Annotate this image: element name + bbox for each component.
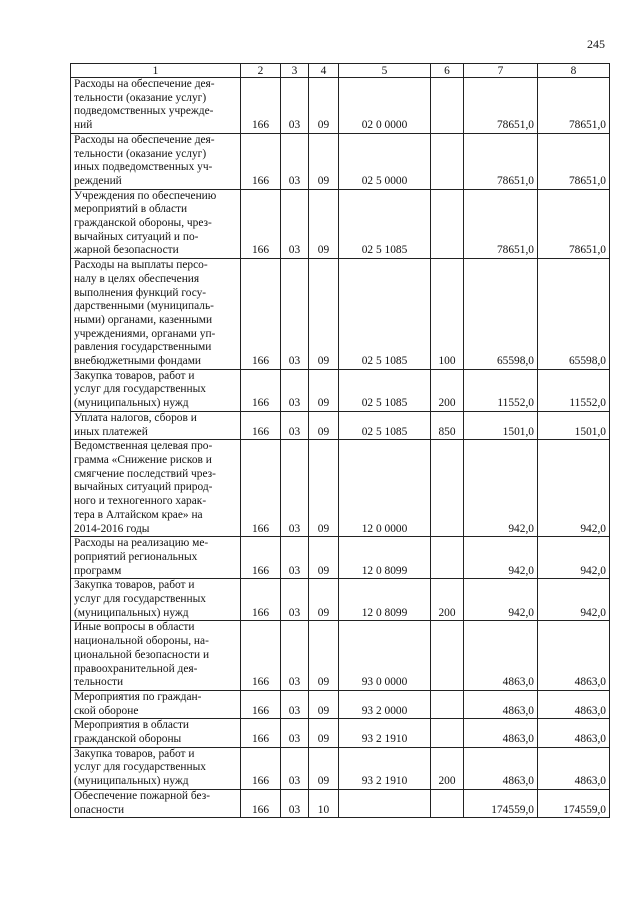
row-description: Расходы на обеспечение дея- тельности (оказание услуг) подведомственных учрежде- ний — [71, 78, 241, 134]
row-target-article: 93 0 0000 — [339, 621, 431, 691]
table-row — [71, 440, 610, 537]
row-amount-total: 1501,0 — [538, 411, 610, 439]
row-section: 03 — [281, 411, 309, 439]
row-section: 03 — [281, 259, 309, 370]
row-amount-total: 4863,0 — [538, 690, 610, 718]
row-subsection: 09 — [309, 690, 339, 718]
row-amount: 942,0 — [464, 440, 538, 537]
row-expense-type — [431, 78, 464, 134]
header-cell-8: 8 — [538, 64, 610, 78]
row-subsection: 10 — [309, 789, 339, 817]
row-admin-code: 166 — [241, 537, 281, 579]
table-row — [71, 789, 610, 817]
row-amount: 78651,0 — [464, 78, 538, 134]
row-target-article: 12 0 8099 — [339, 579, 431, 621]
table-row — [71, 747, 610, 789]
header-row — [71, 64, 610, 78]
row-admin-code: 166 — [241, 747, 281, 789]
row-target-article: 93 2 0000 — [339, 690, 431, 718]
table-row — [71, 537, 610, 579]
table-row — [71, 133, 610, 189]
row-amount-total: 4863,0 — [538, 719, 610, 747]
row-amount: 4863,0 — [464, 747, 538, 789]
header-cell-3: 3 — [281, 64, 309, 78]
row-description: Уплата налогов, сборов и иных платежей — [71, 411, 241, 439]
row-target-article: 12 0 0000 — [339, 440, 431, 537]
row-amount-total: 942,0 — [538, 440, 610, 537]
row-description: Учреждения по обеспечению мероприятий в области гражданской обороны, чрез- вычайных ситуаций и по- жарной безопасности — [71, 189, 241, 259]
row-amount: 942,0 — [464, 537, 538, 579]
table-body — [71, 78, 610, 818]
row-admin-code: 166 — [241, 789, 281, 817]
row-expense-type: 100 — [431, 259, 464, 370]
row-expense-type — [431, 719, 464, 747]
row-description: Обеспечение пожарной без- опасности — [71, 789, 241, 817]
row-expense-type: 200 — [431, 747, 464, 789]
row-subsection: 09 — [309, 579, 339, 621]
row-expense-type — [431, 789, 464, 817]
row-subsection: 09 — [309, 133, 339, 189]
row-amount: 65598,0 — [464, 259, 538, 370]
row-admin-code: 166 — [241, 690, 281, 718]
row-expense-type — [431, 621, 464, 691]
row-amount-total: 4863,0 — [538, 747, 610, 789]
table-row — [71, 411, 610, 439]
row-target-article: 93 2 1910 — [339, 719, 431, 747]
row-expense-type — [431, 440, 464, 537]
row-amount: 174559,0 — [464, 789, 538, 817]
row-description: Расходы на выплаты персо- налу в целях обеспечения выполнения функций госу- дарственными (муниципаль- ными) органами, казенными учреждениями, органами уп- равления государственными внебюджетными фондами — [71, 259, 241, 370]
row-expense-type: 850 — [431, 411, 464, 439]
row-section: 03 — [281, 789, 309, 817]
row-target-article: 02 0 0000 — [339, 78, 431, 134]
header-cell-6: 6 — [431, 64, 464, 78]
row-subsection: 09 — [309, 621, 339, 691]
row-section: 03 — [281, 690, 309, 718]
table-row — [71, 78, 610, 134]
table-row — [71, 719, 610, 747]
row-subsection: 09 — [309, 369, 339, 411]
row-description: Закупка товаров, работ и услуг для государственных (муниципальных) нужд — [71, 369, 241, 411]
row-section: 03 — [281, 78, 309, 134]
row-description: Мероприятия в области гражданской обороны — [71, 719, 241, 747]
table-row — [71, 690, 610, 718]
row-amount-total: 78651,0 — [538, 189, 610, 259]
row-expense-type — [431, 537, 464, 579]
row-description: Ведомственная целевая про- грамма «Снижение рисков и смягчение последствий чрез- вычайных ситуаций природ- ного и техногенного харак- тера в Алтайском крае» на 2014-2016 годы — [71, 440, 241, 537]
table-row — [71, 369, 610, 411]
table-row — [71, 189, 610, 259]
row-expense-type — [431, 189, 464, 259]
row-expense-type: 200 — [431, 369, 464, 411]
header-cell-4: 4 — [309, 64, 339, 78]
budget-table — [70, 63, 610, 818]
row-target-article: 02 5 1085 — [339, 189, 431, 259]
row-amount: 78651,0 — [464, 133, 538, 189]
row-subsection: 09 — [309, 411, 339, 439]
row-admin-code: 166 — [241, 189, 281, 259]
row-subsection: 09 — [309, 259, 339, 370]
row-target-article: 02 5 1085 — [339, 411, 431, 439]
row-admin-code: 166 — [241, 411, 281, 439]
row-target-article: 93 2 1910 — [339, 747, 431, 789]
row-section: 03 — [281, 579, 309, 621]
row-subsection: 09 — [309, 719, 339, 747]
row-amount-total: 942,0 — [538, 537, 610, 579]
row-amount: 78651,0 — [464, 189, 538, 259]
row-amount-total: 4863,0 — [538, 621, 610, 691]
row-amount-total: 942,0 — [538, 579, 610, 621]
row-target-article: 12 0 8099 — [339, 537, 431, 579]
row-section: 03 — [281, 440, 309, 537]
row-description: Закупка товаров, работ и услуг для государственных (муниципальных) нужд — [71, 579, 241, 621]
row-amount: 4863,0 — [464, 621, 538, 691]
row-amount-total: 78651,0 — [538, 78, 610, 134]
row-section: 03 — [281, 189, 309, 259]
row-section: 03 — [281, 621, 309, 691]
row-amount: 4863,0 — [464, 719, 538, 747]
row-admin-code: 166 — [241, 133, 281, 189]
page-number: 245 — [587, 37, 605, 51]
row-admin-code: 166 — [241, 369, 281, 411]
row-target-article — [339, 789, 431, 817]
row-amount-total: 78651,0 — [538, 133, 610, 189]
row-description: Мероприятия по граждан- ской обороне — [71, 690, 241, 718]
header-cell-7: 7 — [464, 64, 538, 78]
row-description: Закупка товаров, работ и услуг для государственных (муниципальных) нужд — [71, 747, 241, 789]
row-section: 03 — [281, 537, 309, 579]
header-cell-5: 5 — [339, 64, 431, 78]
row-section: 03 — [281, 369, 309, 411]
row-section: 03 — [281, 719, 309, 747]
table-row — [71, 579, 610, 621]
row-amount: 4863,0 — [464, 690, 538, 718]
row-subsection: 09 — [309, 78, 339, 134]
row-expense-type — [431, 133, 464, 189]
row-admin-code: 166 — [241, 579, 281, 621]
row-amount-total: 174559,0 — [538, 789, 610, 817]
row-target-article: 02 5 1085 — [339, 259, 431, 370]
header-cell-2: 2 — [241, 64, 281, 78]
row-admin-code: 166 — [241, 719, 281, 747]
row-admin-code: 166 — [241, 440, 281, 537]
table-row — [71, 259, 610, 370]
row-expense-type — [431, 690, 464, 718]
row-description: Расходы на реализацию ме- роприятий региональных программ — [71, 537, 241, 579]
row-admin-code: 166 — [241, 621, 281, 691]
row-subsection: 09 — [309, 189, 339, 259]
row-amount-total: 11552,0 — [538, 369, 610, 411]
row-section: 03 — [281, 133, 309, 189]
row-subsection: 09 — [309, 537, 339, 579]
row-admin-code: 166 — [241, 259, 281, 370]
row-subsection: 09 — [309, 747, 339, 789]
row-amount: 942,0 — [464, 579, 538, 621]
row-target-article: 02 5 1085 — [339, 369, 431, 411]
row-amount-total: 65598,0 — [538, 259, 610, 370]
row-section: 03 — [281, 747, 309, 789]
table-row — [71, 621, 610, 691]
row-amount: 1501,0 — [464, 411, 538, 439]
row-target-article: 02 5 0000 — [339, 133, 431, 189]
row-expense-type: 200 — [431, 579, 464, 621]
row-amount: 11552,0 — [464, 369, 538, 411]
row-subsection: 09 — [309, 440, 339, 537]
header-cell-1: 1 — [71, 64, 241, 78]
row-admin-code: 166 — [241, 78, 281, 134]
row-description: Расходы на обеспечение дея- тельности (оказание услуг) иных подведомственных уч- реждений — [71, 133, 241, 189]
row-description: Иные вопросы в области национальной обороны, на- циональной безопасности и правоохранительной дея- тельности — [71, 621, 241, 691]
